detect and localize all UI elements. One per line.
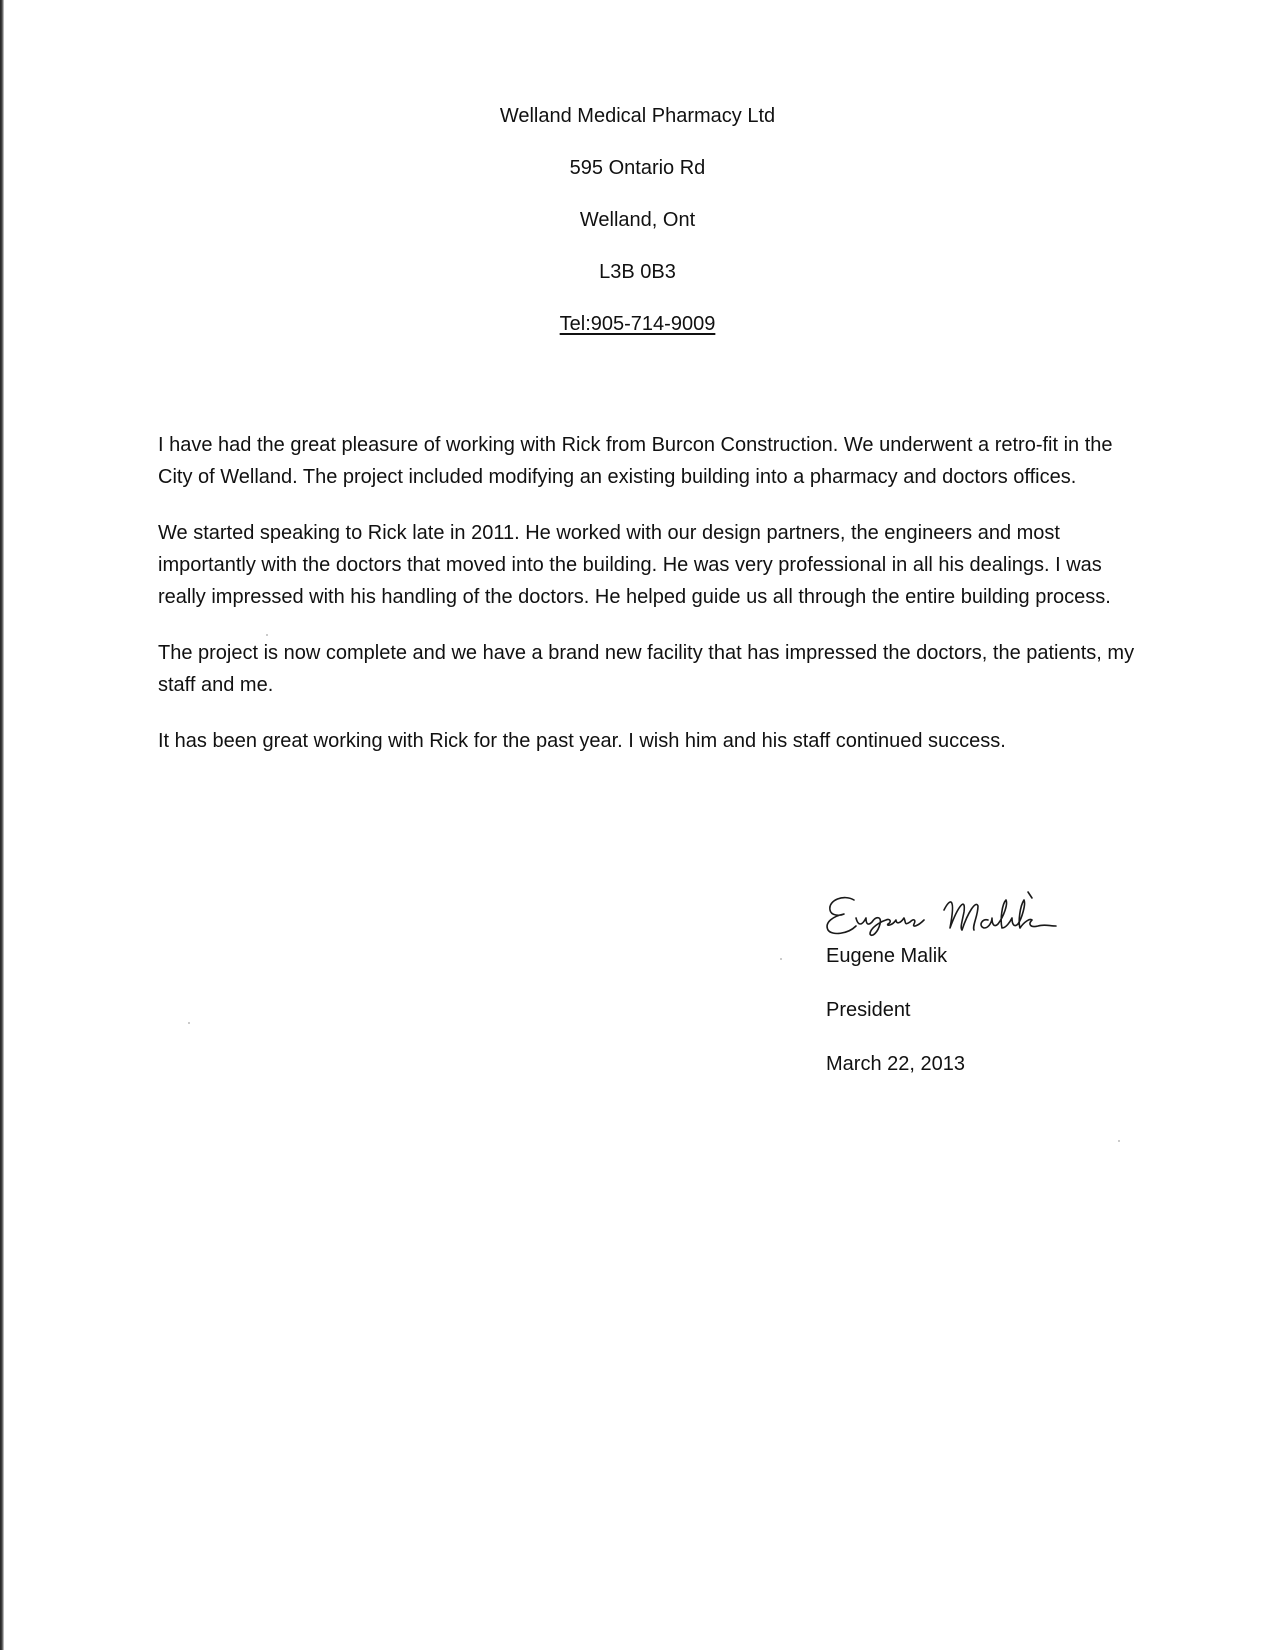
handwritten-signature [820,888,1060,944]
paragraph-2: We started speaking to Rick late in 2011. He worked with our design partners, the engineers and most importantly with the doctors that moved into the building. He was very professional in all his dealings. I was really impressed with his handling of the doctors. He helped guide us all through the entire building process. [158,522,1111,608]
paragraph-3: The project is now complete and we have a brand new facility that has impressed the doctors, the patients, my staff and me. [158,642,1135,696]
letter-date: March 22, 2013 [826,1053,965,1075]
scan-speck [780,958,782,960]
scan-speck [266,634,268,636]
signature-block [826,888,1126,1106]
scan-speck [188,1022,190,1024]
scan-speck [1118,1140,1120,1142]
letter-body [158,429,1138,781]
signer-title: President [826,999,911,1021]
street-address: 595 Ontario Rd [569,157,706,179]
phone-line [0,312,1275,364]
signer-name: Eugene Malik [826,945,948,967]
paragraph-1: I have had the great pleasure of working with Rick from Burcon Construction. We underwent a retro-fit in the City of Welland. The project included modifying an existing building into a pharmacy and doctors offices. [158,434,1113,488]
city-province: Welland, Ont [579,209,696,231]
letterhead [0,104,1275,364]
phone-number: Tel:905-714-9009 [559,313,716,335]
postal-code: L3B 0B3 [599,261,676,283]
paragraph-4: It has been great working with Rick for the past year. I wish him and his staff continued success. [158,730,1006,752]
company-name: Welland Medical Pharmacy Ltd [499,105,776,127]
